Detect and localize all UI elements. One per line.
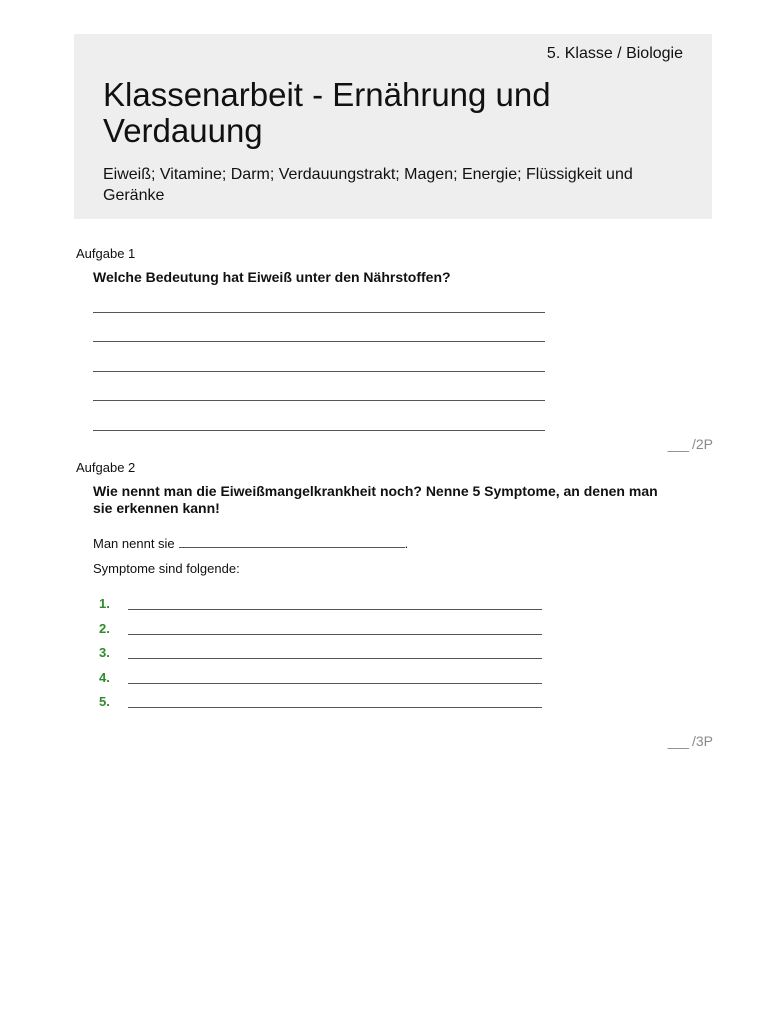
task-2-name-blank[interactable] [179,536,405,548]
list-number: 5. [99,694,110,709]
symptom-answer-line[interactable] [128,634,542,635]
list-number: 4. [99,669,110,685]
task-2-name-end: . [404,536,409,551]
symptom-answer-line[interactable] [128,683,542,684]
topics-list: Eiweiß; Vitamine; Darm; Verdauungstrakt; Magen; Energie; Flüssigkeit und Geränke [103,166,633,204]
task-2-points-total: /3P [691,733,713,749]
task-1-points [668,436,713,452]
symptom-answer-line[interactable] [128,707,542,708]
task-1-answer-line[interactable] [93,430,545,431]
header-box [74,34,712,219]
task-2-name-prompt: Man nennt sie [93,536,175,551]
symptom-answer-line[interactable] [128,609,542,610]
page-title: Klassenarbeit - Ernährung und Verdauung [103,76,551,149]
list-item [99,621,549,646]
task-2-points [668,733,713,749]
task-2-symptoms-intro: Symptome sind folgende: [93,561,240,576]
list-item [99,670,549,695]
symptom-list [99,596,549,719]
list-item [99,645,549,670]
task-1-points-total: /2P [691,436,713,452]
list-item [99,694,549,719]
list-item [99,596,549,621]
task-2-label: Aufgabe 2 [76,460,136,475]
task-1-answer-line[interactable] [93,341,545,342]
task-1-label: Aufgabe 1 [76,246,136,261]
task-2-question: Wie nennt man die Eiweißmangelkrankheit noch? Nenne 5 Symptome, an denen man sie erkennen kann! [93,483,658,516]
task-1-points-blank: ___ [667,436,689,452]
task-1-answer-line[interactable] [93,371,545,372]
list-number: 2. [99,620,110,636]
symptom-answer-line[interactable] [128,658,542,659]
task-1-answer-line[interactable] [93,400,545,401]
task-1-question: Welche Bedeutung hat Eiweiß unter den Nährstoffen? [93,269,451,285]
list-number: 3. [99,645,110,660]
list-number: 1. [99,596,110,611]
grade-subject: 5. Klasse / Biologie [546,45,683,62]
task-2-points-blank: ___ [667,733,689,749]
task-1-answer-line[interactable] [93,312,545,313]
task-2-name-sentence [93,536,408,551]
